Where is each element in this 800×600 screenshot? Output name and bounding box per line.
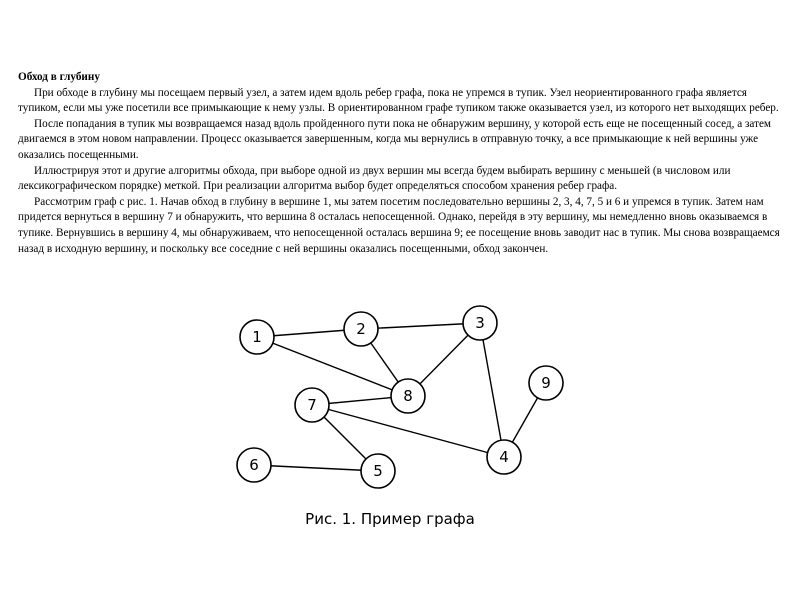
section-heading: Обход в глубину xyxy=(18,71,100,83)
node-2 xyxy=(344,312,378,346)
node-label: 1 xyxy=(252,328,262,346)
node-label: 6 xyxy=(249,456,259,474)
node-label: 8 xyxy=(403,387,413,405)
node-label: 7 xyxy=(307,396,317,414)
edge-5-6 xyxy=(254,465,378,471)
node-6 xyxy=(237,448,271,482)
node-8 xyxy=(391,379,425,413)
paragraph-2: После попадания в тупик мы возвращаемся назад вдоль пройденного пути пока не обнаружим вершину, у которой есть еще не посещенный сосед, а затем двигаемся в этом новом направлении. Процесс оказывается завершенным, когда мы вернулись в отправную точку, а все примыкающие к ней вершины уже оказались посещенными. xyxy=(18,117,772,161)
node-label: 5 xyxy=(373,462,383,480)
edge-1-8 xyxy=(257,337,408,396)
paragraph-1: При обходе в глубину мы посещаем первый узел, а затем идем вдоль ребер графа, пока не упремся в тупик. Узел неориентированного графа является тупиком, если мы уже посетили все примыкающие к нему узлы. В ориентированном графе тупиком также оказывается узел, из которого нет выходящих ребер. xyxy=(18,86,779,115)
edge-2-3 xyxy=(361,323,480,329)
node-7 xyxy=(295,388,329,422)
paragraph-3: Иллюстрируя этот и другие алгоритмы обхода, при выборе одной из двух вершин мы всегда будем выбирать вершину с меньшей (в числовом или лексикографическом порядке) меткой. При реализации алгоритма выбор будет определяться способом хранения ребер графа. xyxy=(18,164,731,193)
figure-caption: Рис. 1. Пример графа xyxy=(305,510,475,528)
node-4 xyxy=(487,440,521,474)
node-label: 2 xyxy=(356,320,366,338)
node-label: 3 xyxy=(475,314,485,332)
node-5 xyxy=(361,454,395,488)
graph-nodes xyxy=(237,306,563,488)
node-1 xyxy=(240,320,274,354)
node-3 xyxy=(463,306,497,340)
node-label: 9 xyxy=(541,374,551,392)
edge-3-4 xyxy=(480,323,504,457)
node-label: 4 xyxy=(499,448,509,466)
paragraph-4: Рассмотрим граф с рис. 1. Начав обход в глубину в вершине 1, мы затем посетим последовательно вершины 2, 3, 4, 7, 5 и 6 и упремся в тупик. Затем нам придется вернуться в вершину 7 и обнаружить, что вершина 8 осталась непосещенной. Однако, перейдя в эту вершину, мы немедленно вновь оказываемся в тупике. Вернувшись в вершину 4, мы обнаруживаем, что непосещенной осталась вершина 9; ее посещение вновь заводит нас в тупик. Мы снова возвращаемся назад в исходную вершину, и поскольку все соседние с ней вершины оказались посещенными, обход закончен. xyxy=(18,195,780,255)
node-9 xyxy=(529,366,563,400)
